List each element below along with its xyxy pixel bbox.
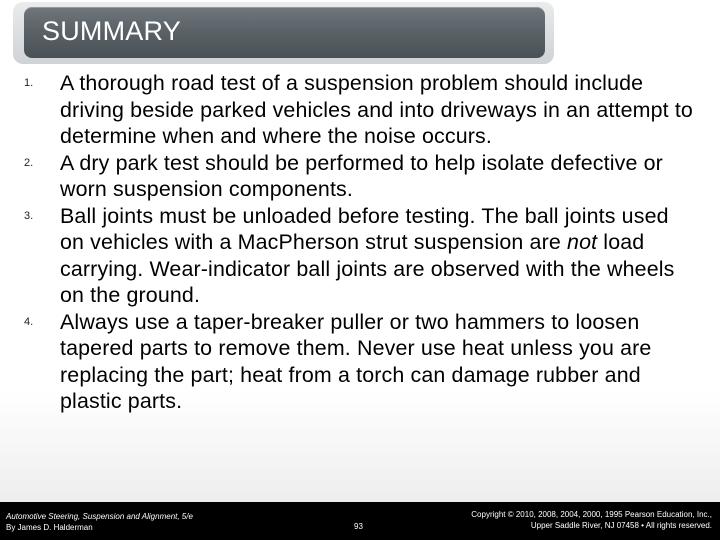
footer-book-title: Automotive Steering, Suspension and Alignment, 5/e: [6, 512, 193, 521]
footer-bar: [0, 502, 720, 540]
page-number: 93: [354, 522, 363, 531]
item-number: 1.: [24, 77, 34, 89]
item-number: 2.: [24, 156, 34, 169]
item-number: 3.: [24, 209, 34, 222]
list-item: [24, 70, 694, 150]
item-text: [60, 203, 694, 309]
slide-title: SUMMARY: [42, 16, 181, 46]
emphasis-text: not: [567, 230, 598, 254]
summary-list: [24, 70, 694, 415]
item-text-part: load carrying. Wear-indicator ball joints are observed with the wheels on the ground.: [60, 230, 675, 307]
item-text: Always use a taper-breaker puller or two hammers to loosen tapered parts to remove them. Never use heat unless you are replacing the part; heat from a torch can damage rubber and plastic parts.: [60, 309, 652, 413]
item-text-part: Ball joints must be unloaded before testing. The ball joints used on vehicles with a MacPherson strut suspension are: [60, 203, 669, 254]
item-text: A dry park test should be performed to help isolate defective or worn suspension components.: [60, 150, 663, 201]
list-item: [24, 203, 694, 309]
list-item: [24, 150, 694, 203]
address-line: Upper Saddle River, NJ 07458 • All rights reserved.: [530, 521, 712, 530]
footer-author: By James D. Halderman: [6, 523, 93, 532]
footer-book-info: [6, 511, 193, 533]
item-text: A thorough road test of a suspension problem should include driving beside parked vehicles and into driveways in an attempt to determine when and where the noise occurs.: [60, 71, 693, 148]
list-item: [24, 309, 694, 415]
copyright-line: Copyright © 2010, 2008, 2004, 2000, 1995 Pearson Education, Inc.,: [471, 510, 712, 519]
footer-copyright: [471, 509, 712, 531]
item-number: 4.: [24, 315, 34, 328]
